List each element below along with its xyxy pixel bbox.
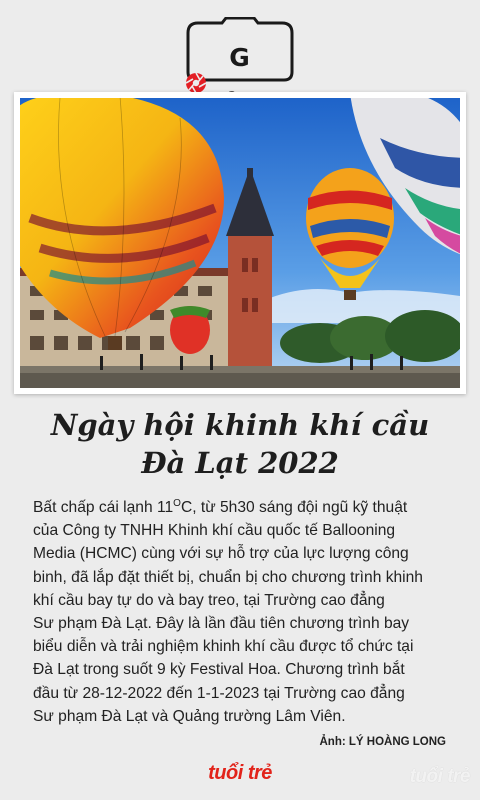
article-body	[33, 496, 453, 728]
body-line-part: Bất chấp cái lạnh 11	[33, 499, 174, 516]
body-line: binh, đã lắp đặt thiết bị, chuẩn bị cho chương trình khinh	[33, 568, 423, 586]
body-line: Đà Lạt trong suốt 9 kỳ Festival Hoa. Chương trình bắt	[33, 661, 405, 679]
degree-superscript: O	[173, 497, 181, 509]
headline	[20, 406, 460, 482]
brand-logo: tuổi trẻ	[208, 762, 272, 784]
photo-frame	[14, 92, 466, 394]
body-line: khí cầu bay tự do và bay treo, tại Trường cao đẳng	[33, 591, 385, 609]
body-line: Sư phạm Đà Lạt. Đây là lần đầu tiên chương trình bay	[33, 615, 410, 633]
headline-line-1: Ngày hội khinh khí cầu	[50, 408, 430, 442]
body-line	[33, 496, 453, 519]
hot-air-balloon-photo	[20, 98, 460, 388]
photo-credit: Ảnh: LÝ HOÀNG LONG	[319, 736, 446, 748]
watermark: tuổi trẻ	[409, 766, 470, 787]
body-line: biểu diễn và trải nghiệm khinh khí cầu được tổ chức tại	[33, 638, 414, 656]
body-line: của Công ty TNHH Khinh khí cầu quốc tế Ballooning	[33, 522, 396, 540]
logo-letters-before: G	[229, 43, 251, 72]
body-line-part: C, từ 5h30 sáng đội ngũ kỹ thuật	[180, 499, 408, 516]
aperture-icon	[185, 72, 207, 94]
body-line: Sư phạm Đà Lạt và Quảng trường Lâm Viên.	[33, 707, 346, 725]
body-line: Media (HCMC) cùng với sự hỗ trợ của lực lượng công	[33, 545, 409, 563]
section-logo	[184, 17, 296, 83]
body-line: đầu từ 28-12-2022 đến 1-1-2023 tại Trường cao đẳng	[33, 684, 405, 702]
headline-line-2: Đà Lạt 2022	[141, 446, 339, 480]
